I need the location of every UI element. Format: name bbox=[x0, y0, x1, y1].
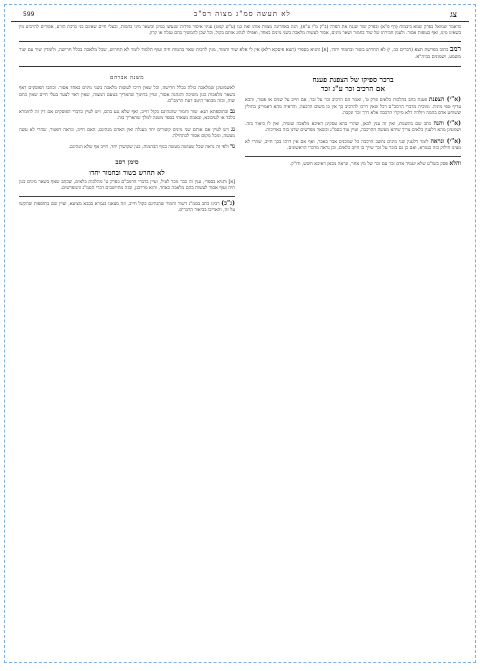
right-paragraph bbox=[245, 97, 461, 117]
document-page bbox=[4, 4, 476, 663]
left-column bbox=[19, 73, 235, 219]
divider bbox=[19, 196, 235, 197]
top-note: כדאמר שמואל בפרק שמא ביבמות (דף פ"א) ובפרק שור שנגח את הפרה (ב"ק מ"ו ע"א), הנה באחרונה מצוות אותו ואת בנו (ע"ש קמט) עניני איסור פרדות שנעשו במינן ובשאר מיני בהמות, ובעלי חיים שאינם בני ברכת הזרע, אסורים להרביע מין בשאינו מינו, ואף בעופות אסור. ולענין חבירתו של שור בחמור ושאר מינים, אסור לעשות מלאכה בשני מינים כאחד, ואפילו לנהוג אותם בקול, וכל שכן להמשיך בהם עגלה או קרון. bbox=[19, 25, 461, 37]
section-number: סימן רסב bbox=[115, 157, 139, 166]
header-corner-letter: צג bbox=[450, 9, 457, 19]
divider bbox=[19, 66, 461, 67]
left-paragraph bbox=[19, 109, 235, 123]
left-paragraph bbox=[19, 85, 235, 105]
paragraph-text: ויש לעיין אם אותם שני מינים קשורים יחד בעגלה ואין האדם מנהיגם, האם חייב, ונראה דפטור, שהרי לא עשה מעשה, ומכל מקום אסור לכתחילה. bbox=[19, 127, 235, 139]
header-title: לא תעשה סמ"ג מצוה רס"ב bbox=[193, 10, 291, 18]
page-number: 599 bbox=[23, 10, 35, 18]
paragraph-text: ובתוספתא תנא: שור וחמור שהנהיגם בקול חייב, ואף שלא נגע בהם, ויש לעיין בדברי הפוסקים אם דין זה לחומרא בלבד או לעיכובא, ובאמת מצאתי בספר משנה למלך שהאריך בזה. bbox=[19, 110, 235, 122]
divider bbox=[245, 156, 461, 157]
right-column bbox=[245, 73, 461, 219]
paragraph-lead: והלא bbox=[449, 160, 461, 168]
paragraph-lead: נד bbox=[230, 143, 235, 151]
two-columns bbox=[5, 69, 475, 219]
paragraph-lead: (א"י) והנה bbox=[433, 120, 461, 128]
paragraph-text: פסק בשו"ע שלא יעמיד אדם זכר עם זכר של מין אחר, ונראה מכאן דאיכא חשש, ודו"ק. bbox=[289, 162, 448, 168]
paragraph-text: לומר דלענין שני מינים נחשב הרכבה כל שמכניס אבר באבר, ואף אם אין דרכו בכך חייב, שהרי לא מצינו חילוק בזה בגמרא, ואם כן גם בזכר על זכר שייך בו חיוב כלאים, וכן נראה מדברי הראשונים. bbox=[245, 139, 461, 151]
right-paragraph bbox=[245, 161, 461, 168]
right-paragraph bbox=[245, 121, 461, 135]
paragraph-lead: נג bbox=[231, 125, 236, 133]
paragraph-lead: נב bbox=[230, 108, 235, 116]
section-heading bbox=[19, 158, 235, 177]
paragraph-text: כתב שם בהשגות, ואין זה ענין לכאן, שהרי בהא עסקינן דאיכא מלאכה ועשיה, ואין לו ביאור בזה. ושמעינן מהא דלענין כלאים צריך שיהא מעשה ההרכבה, ועיין עוד בסמ"ג ובשאר מפרשים שדנו בזה באריכות. bbox=[245, 122, 461, 134]
ramah-lead: רמב bbox=[450, 44, 461, 54]
paragraph-text: רבינו כתב בסמ"ג דשור וחמור שהנהיגם בקול חייב, וזה מצאנו בגמרא בבבא מציעא, ועיין שם בתוספות שהקשו על זה, והאריכו בביאור הדברים. bbox=[19, 202, 235, 214]
paragraph-text: פענח כתב בהלכות כלאים פרק ט', ואמר הם הרכיב זכר על זכר, אם חייב על שנים או פטור, והכא עדיף טפי מיניה. ומוכיח מדברי הרמב"ם דכל שאין דרכו להרכיב כך אין בו משום הרבעה, והראיה מהא דאמרינן בחולין ששוחט אדם בהמה ויולדה דלא מיקרי הרכבה אלא דרך זכר ונקבה. bbox=[245, 98, 461, 116]
paragraph-text: לאשמועינן שמלאכה כולה בכלל חרישה, וכל שאין דרכו לעשות מלאכה בשני מינים כאחד אסור. וכתבו הפוסקים דאף בשאר מלאכות כגון משיכה והנהגה אסור, ועיין בחינוך שהאריך בטעם המצוה, שאין ראוי לצער בעלי חיים שאין כחם שוה, ובזה מבואר היטב דעת הרמב"ם. bbox=[19, 86, 235, 104]
ramah-block bbox=[5, 44, 475, 64]
running-header bbox=[11, 5, 469, 22]
paragraph-lead: (ג"כ) bbox=[221, 200, 235, 208]
left-paragraph bbox=[19, 144, 235, 151]
section-paragraph: [א] ותניא בספרי, ענין זה כבר נזכר לעיל, ועיין בדברי הרמב"ם בפרק ט' מהלכות כלאים, שכתב שאף בשאר מינים כגון חיה ועוף אסור לעשות בהם מלאכה כאחד, והוא מדרבנן, ובזה מתיישבים דברי הסמ"ג והמפרשים. bbox=[19, 179, 235, 191]
left-column-subhead: משנה אברהם bbox=[109, 75, 145, 82]
section-subtitle: לא תחרש בשור ובחמור יחדו bbox=[89, 168, 165, 177]
ramah-text: כתוב בפרשת תצא (דברים כב, י) לא תחרוש בשור ובחמור יחדו, [א] ותניא בספרי (תצא פיסקא רלא) אין לי אלא שור וחמור, מנין לרבות שאר בהמות חיה ועוף תלמוד לומר לא תחרוש, שכל מלאכה בכלל חרישה, ולומדין שור עם שור משמע, ושמונים בביה"א. bbox=[19, 48, 461, 60]
right-paragraph bbox=[245, 139, 461, 153]
paragraph-text: ולפי זה נראה שכל שעושה מעשה בגוף הבהמות, כגון שקושרן יחד, חייב אף שלא הנהיגם. bbox=[68, 145, 229, 151]
paragraph-lead: (א"י) ונראה bbox=[430, 137, 461, 145]
paragraph-lead: (א"י) הצפנת bbox=[428, 96, 461, 104]
left-paragraph bbox=[19, 127, 235, 141]
right-column-title: ברכר ספיקו של הצפנת פענח אם הרכיב זכר ע"ג זכר bbox=[312, 75, 394, 94]
final-paragraph bbox=[19, 201, 235, 215]
divider bbox=[19, 41, 461, 42]
